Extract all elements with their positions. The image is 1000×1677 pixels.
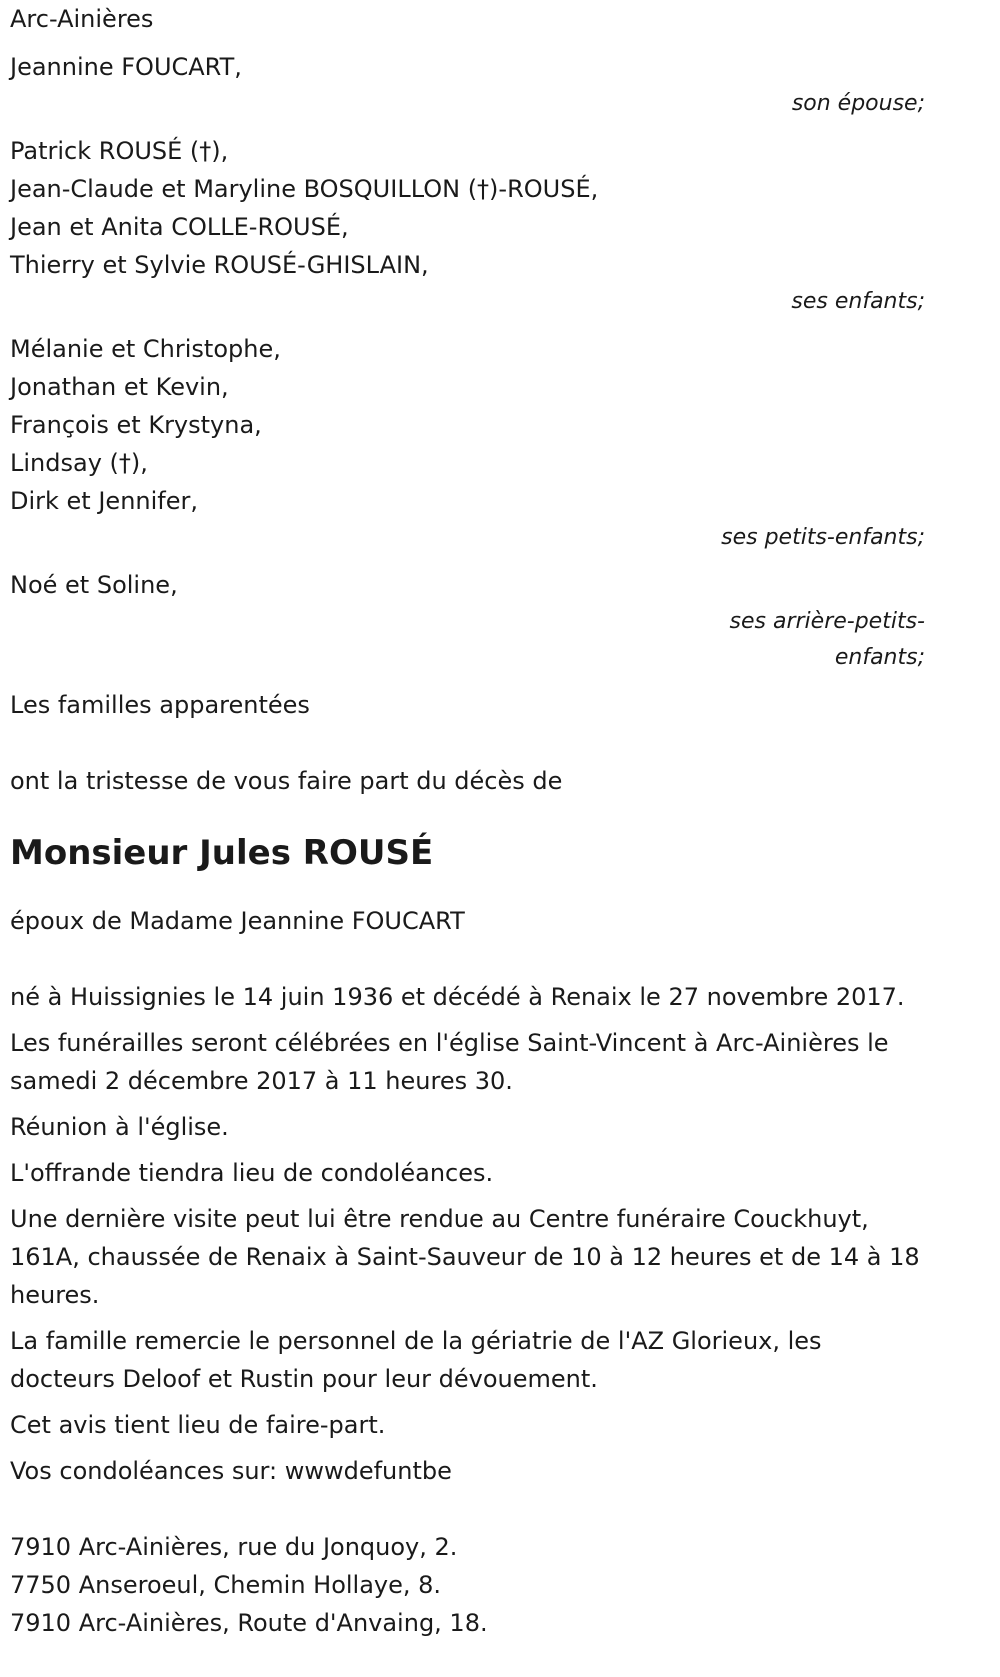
addresses-section xyxy=(10,1528,950,1642)
children-section xyxy=(10,132,950,320)
child-name: Patrick ROUSÉ (†), xyxy=(10,137,229,165)
deceased-name: Monsieur Jules ROUSÉ xyxy=(10,833,434,873)
great-grandchild-name: Noé et Soline, xyxy=(10,571,178,599)
grandchildren-section xyxy=(10,330,950,556)
child-name: Jean-Claude et Maryline BOSQUILLON (†)-ROUSÉ, xyxy=(10,175,599,203)
place-header: Arc-Ainières xyxy=(10,5,154,33)
condolences-line: Vos condoléances sur: wwwdefuntbe xyxy=(10,1457,452,1485)
spouse-relation: son épouse; xyxy=(791,91,925,116)
spouse-name: Jeannine FOUCART, xyxy=(10,53,242,81)
address-line: 7910 Arc-Ainières, rue du Jonquoy, 2. xyxy=(10,1533,458,1561)
birth-death-line: né à Huissignies le 14 juin 1936 et décédé à Renaix le 27 novembre 2017. xyxy=(10,983,905,1011)
grandchildren-relation: ses petits-enfants; xyxy=(721,525,925,550)
grandchild-name: Mélanie et Christophe, xyxy=(10,335,281,363)
notice-line: Cet avis tient lieu de faire-part. xyxy=(10,1411,386,1439)
offering-line: L'offrande tiendra lieu de condoléances. xyxy=(10,1159,494,1187)
funeral-paragraph: Les funérailles seront célébrées en l'église Saint-Vincent à Arc-Ainières le samedi 2 décembre 2017 à 11 heures 30. xyxy=(10,1029,889,1095)
announcement-line: ont la tristesse de vous faire part du décès de xyxy=(10,767,563,795)
thanks-paragraph: La famille remercie le personnel de la gériatrie de l'AZ Glorieux, les docteurs Deloof et Rustin pour leur dévouement. xyxy=(10,1327,822,1393)
address-line: 7910 Arc-Ainières, Route d'Anvaing, 18. xyxy=(10,1609,488,1637)
great-grandchildren-relation-wrap xyxy=(10,604,925,676)
child-name: Jean et Anita COLLE-ROUSÉ, xyxy=(10,213,349,241)
families-line: Les familles apparentées xyxy=(10,691,310,719)
grandchild-name: François et Krystyna, xyxy=(10,411,262,439)
spouse-section xyxy=(10,48,950,122)
gathering-line: Réunion à l'église. xyxy=(10,1113,229,1141)
address-line: 7750 Anseroeul, Chemin Hollaye, 8. xyxy=(10,1571,442,1599)
child-name: Thierry et Sylvie ROUSÉ-GHISLAIN, xyxy=(10,251,429,279)
grandchild-name: Jonathan et Kevin, xyxy=(10,373,229,401)
great-grandchildren-section xyxy=(10,566,950,676)
visit-paragraph: Une dernière visite peut lui être rendue au Centre funéraire Couckhuyt, 161A, chaussée de Renaix à Saint-Sauveur de 10 à 12 heures et de 14 à 18 heures. xyxy=(10,1205,920,1309)
spouse-of-line: époux de Madame Jeannine FOUCART xyxy=(10,907,465,935)
grandchild-name: Dirk et Jennifer, xyxy=(10,487,198,515)
children-relation: ses enfants; xyxy=(791,289,925,314)
great-grandchildren-relation: ses arrière-petits-enfants; xyxy=(729,609,925,670)
grandchild-name: Lindsay (†), xyxy=(10,449,148,477)
details-section xyxy=(10,978,950,1490)
